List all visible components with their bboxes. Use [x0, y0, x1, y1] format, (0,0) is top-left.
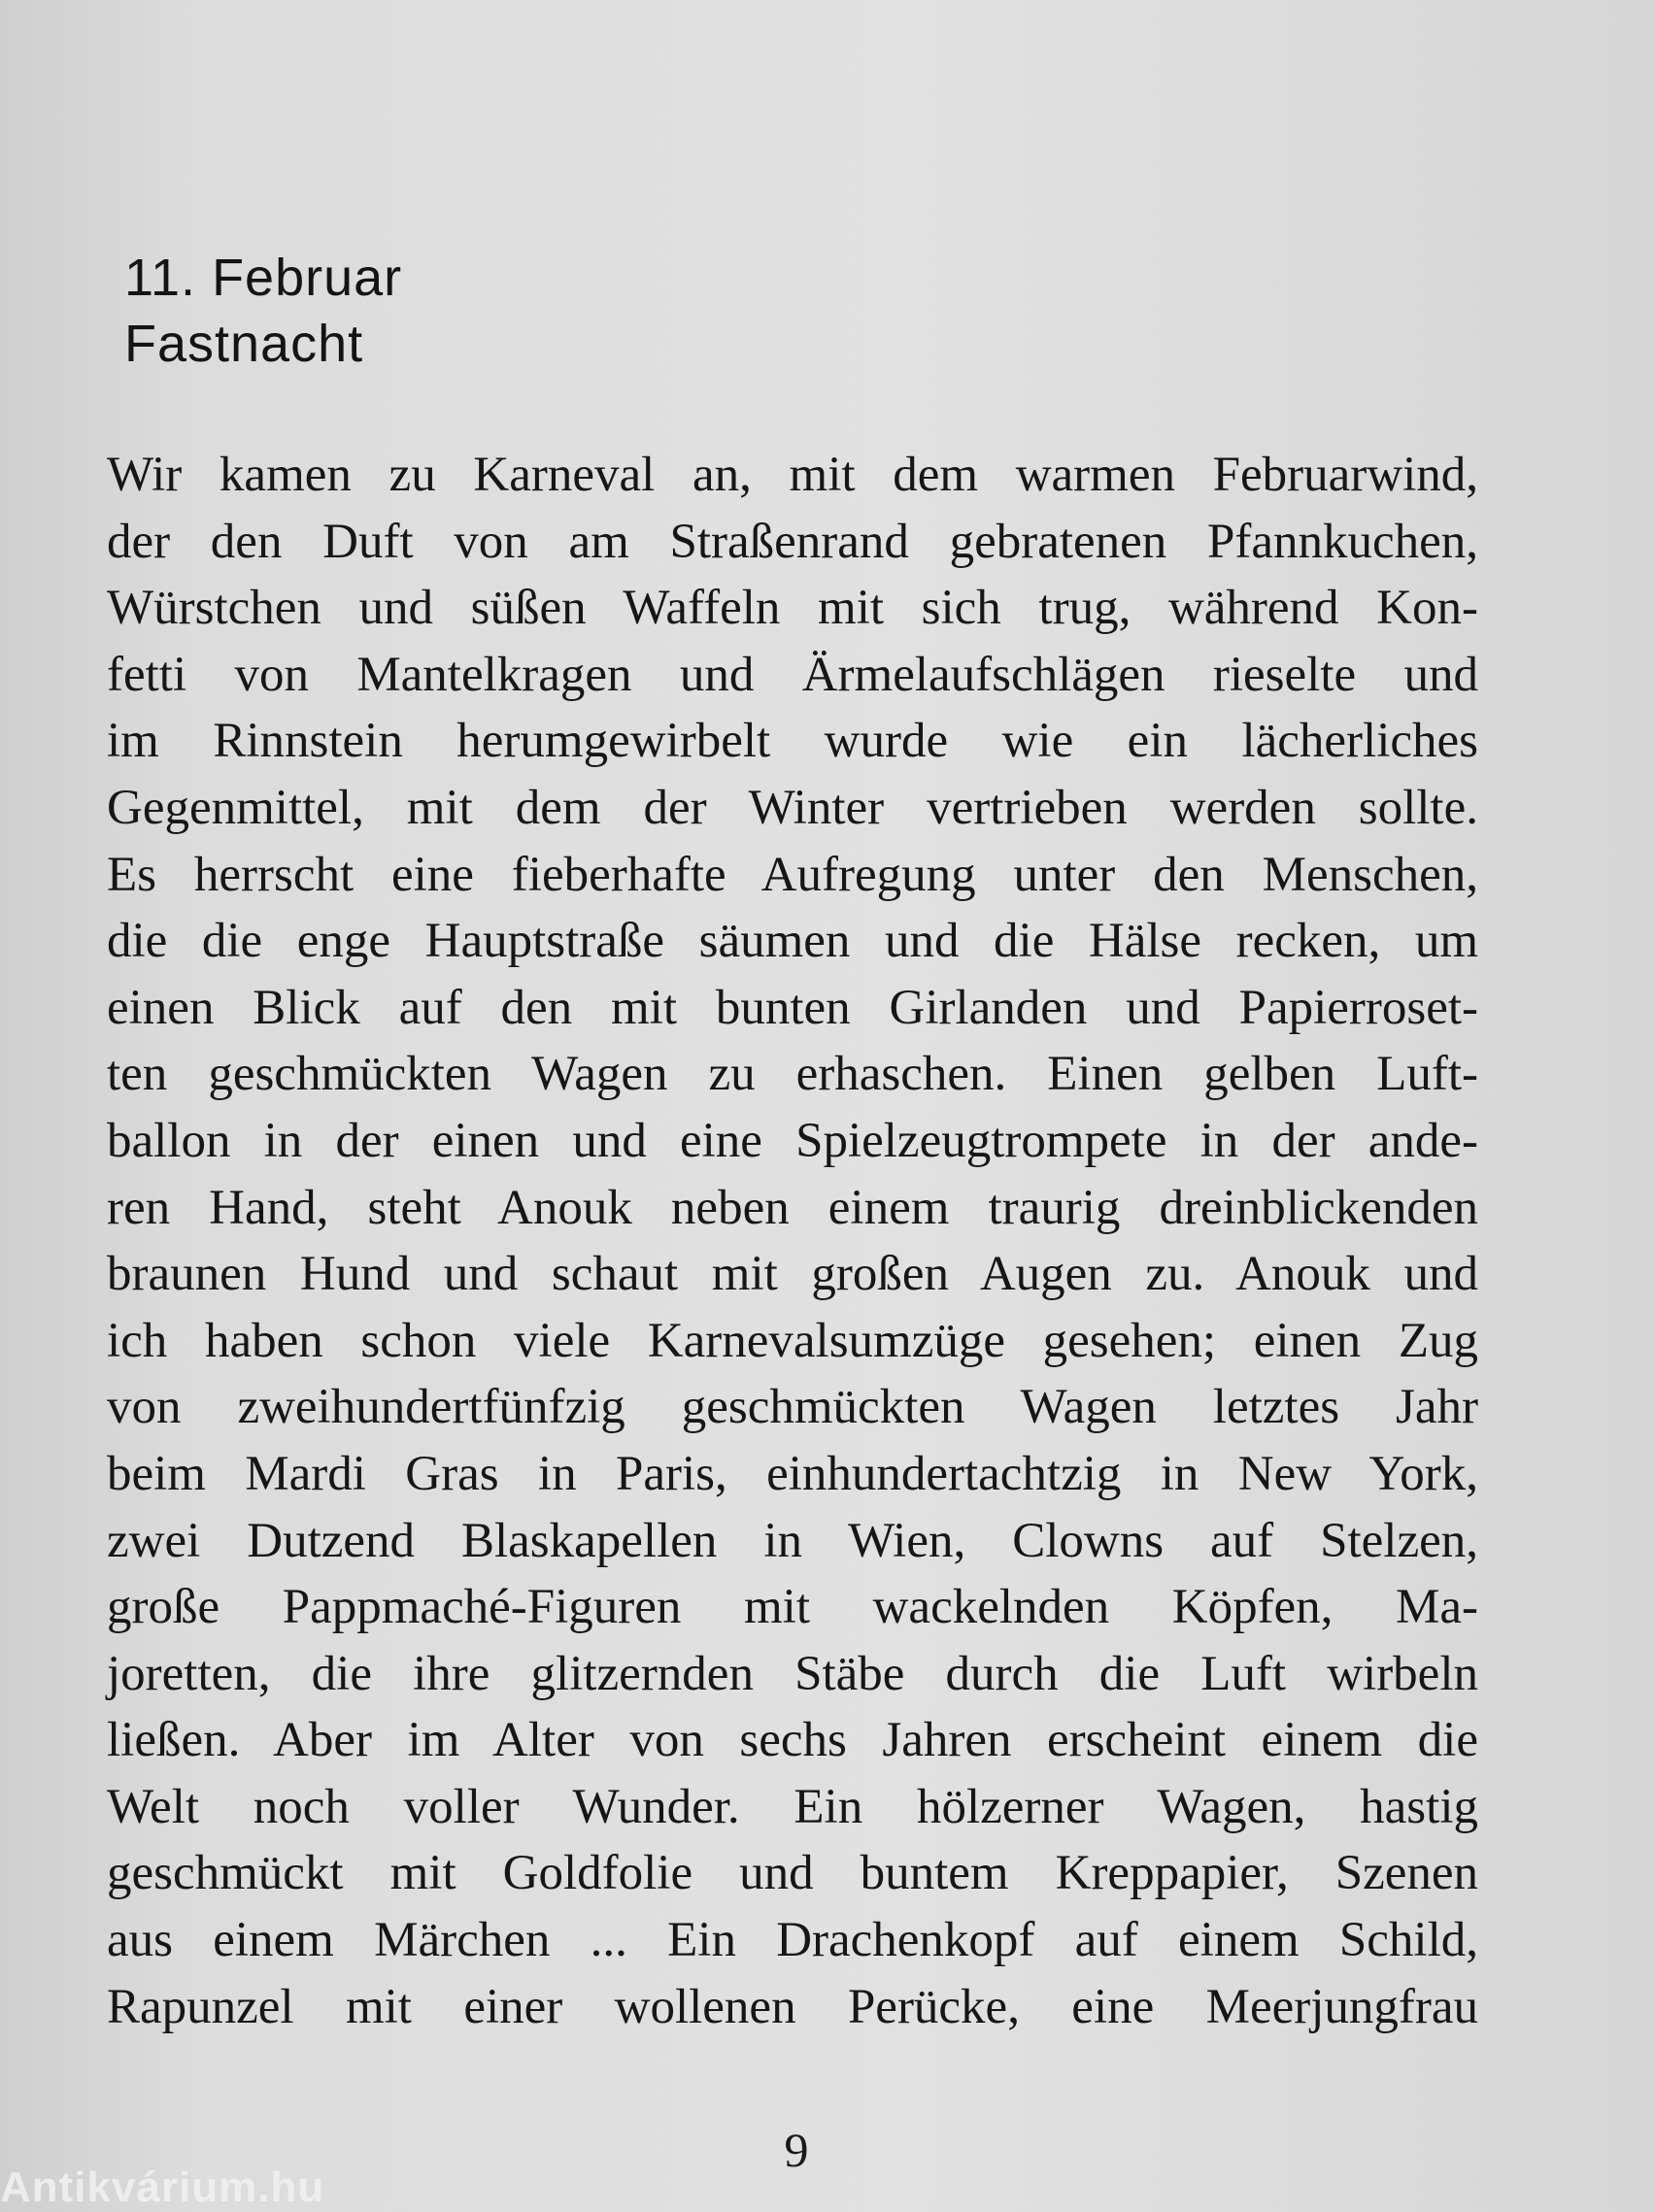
text-line: Rapunzel mit einer wollenen Perücke, eine Meerjungfrau	[107, 1979, 1478, 2034]
text-line: Wir kamen zu Karneval an, mit dem warmen Februarwind,	[107, 448, 1478, 502]
text-line: ließen. Aber im Alter von sechs Jahren erscheint einem die	[107, 1713, 1478, 1768]
text-line: im Rinnstein herumgewirbelt wurde wie ein lächerliches	[107, 714, 1478, 769]
text-line: große Pappmaché-Figuren mit wackelnden Köpfen, Ma-	[107, 1580, 1478, 1635]
text-line: aus einem Märchen ... Ein Drachenkopf auf einem Schild,	[107, 1913, 1478, 1968]
text-line: zwei Dutzend Blaskapellen in Wien, Clowns auf Stelzen,	[107, 1513, 1478, 1568]
text-line: ich haben schon viele Karnevalsumzüge gesehen; einen Zug	[107, 1313, 1478, 1368]
text-line: ten geschmückten Wagen zu erhaschen. Einen gelben Luft-	[107, 1047, 1478, 1102]
text-line: Es herrscht eine fieberhafte Aufregung unter den Menschen,	[107, 847, 1478, 902]
text-line: joretten, die ihre glitzernden Stäbe durch die Luft wirbeln	[107, 1646, 1478, 1701]
text-line: Gegenmittel, mit dem der Winter vertrieben werden sollte.	[107, 780, 1478, 835]
text-line: Welt noch voller Wunder. Ein hölzerner Wagen, hastig	[107, 1779, 1478, 1834]
text-line: Würstchen und süßen Waffeln mit sich trug, während Kon-	[107, 581, 1478, 636]
text-line: fetti von Mantelkragen und Ärmelaufschlägen rieselte und	[107, 647, 1478, 702]
chapter-date: 11. Februar	[124, 249, 403, 307]
text-line: der den Duft von am Straßenrand gebratenen Pfannkuchen,	[107, 514, 1478, 569]
watermark: Antikvárium.hu	[0, 2163, 325, 2211]
text-line: braunen Hund und schaut mit großen Augen zu. Anouk und	[107, 1247, 1478, 1302]
text-line: beim Mardi Gras in Paris, einhundertachtzig in New York,	[107, 1446, 1478, 1501]
text-line: die die enge Hauptstraße säumen und die Hälse recken, um	[107, 914, 1478, 969]
show-through-line	[418, 0, 1564, 66]
chapter-title: Fastnacht	[124, 315, 364, 373]
show-through-text	[418, 0, 1564, 447]
text-line: ren Hand, steht Anouk neben einem traurig dreinblickenden	[107, 1180, 1478, 1235]
text-line: ballon in der einen und eine Spielzeugtrompete in der ande-	[107, 1113, 1478, 1168]
body-paragraph	[107, 442, 1478, 2040]
text-line: geschmückt mit Goldfolie und buntem Kreppapier, Szenen	[107, 1846, 1478, 1901]
text-line: von zweihundertfünfzig geschmückten Wagen letztes Jahr	[107, 1380, 1478, 1435]
page-number: 9	[784, 2123, 809, 2177]
chapter-heading	[124, 245, 998, 377]
text-line: einen Blick auf den mit bunten Girlanden und Papierroset-	[107, 980, 1478, 1035]
